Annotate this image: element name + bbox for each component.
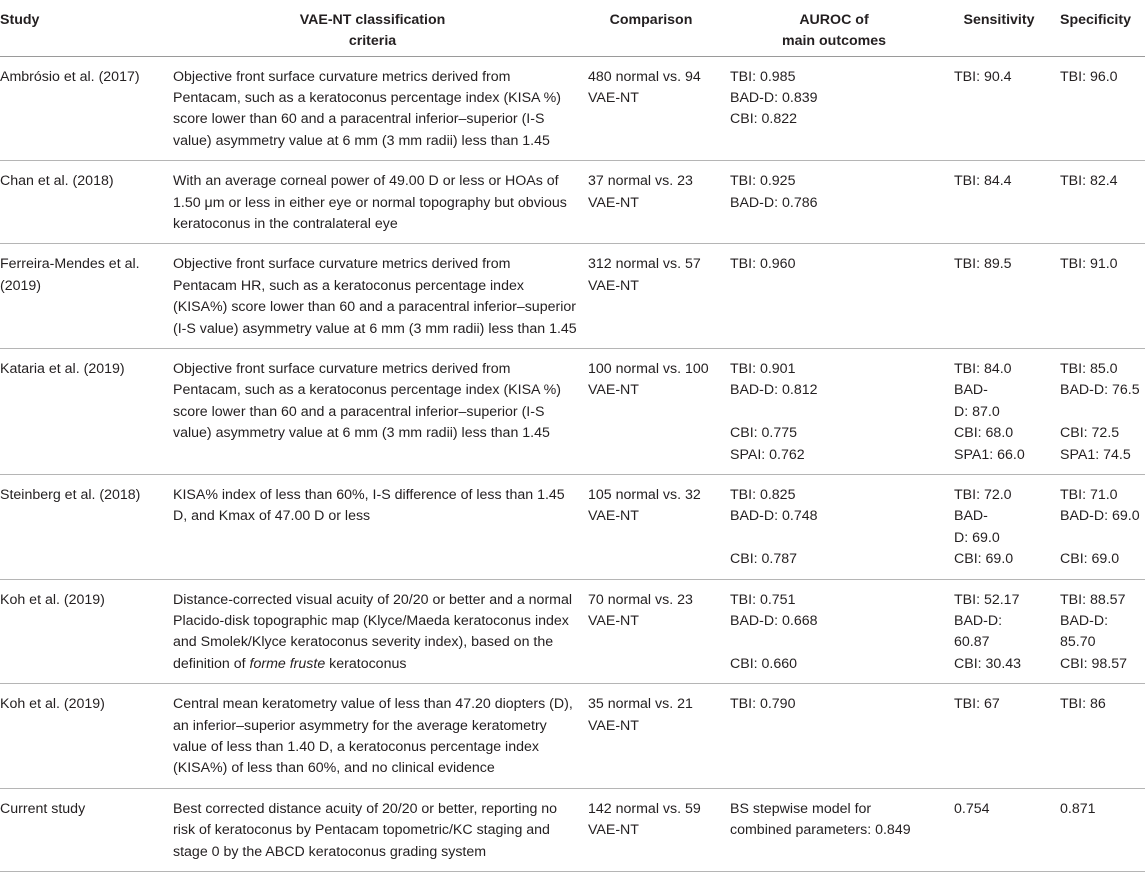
auroc-cell: TBI: 0.925 BAD-D: 0.786: [724, 161, 948, 244]
comparison-cell: 70 normal vs. 23 VAE-NT: [582, 579, 724, 684]
criteria-cell: KISA% index of less than 60%, I-S difference of less than 1.45 D, and Kmax of 47.00 D or less: [167, 475, 582, 580]
sensitivity-cell: TBI: 52.17 BAD-D: 60.87 CBI: 30.43: [948, 579, 1054, 684]
auroc-cell: TBI: 0.825 BAD-D: 0.748 CBI: 0.787: [724, 475, 948, 580]
study-cell: Ambrósio et al. (2017): [0, 56, 167, 161]
table-row: [0, 475, 1145, 580]
criteria-cell: Best corrected distance acuity of 20/20 or better, reporting no risk of keratoconus by Pentacam topometric/KC staging and stage 0 by the ABCD keratoconus grading system: [167, 788, 582, 871]
table-row: [0, 161, 1145, 244]
criteria-cell: Objective front surface curvature metrics derived from Pentacam, such as a keratoconus percentage index (KISA %) score lower than 60 and a paracentral inferior–superior (I-S value) asymmetry value at 6 mm (3 mm radii) less than 1.45: [167, 56, 582, 161]
comparison-cell: 35 normal vs. 21 VAE-NT: [582, 684, 724, 789]
study-cell: Steinberg et al. (2018): [0, 475, 167, 580]
table-row: [0, 56, 1145, 161]
specificity-cell: TBI: 85.0 BAD-D: 76.5 CBI: 72.5 SPA1: 74.5: [1054, 348, 1145, 474]
auroc-cell: TBI: 0.751 BAD-D: 0.668 CBI: 0.660: [724, 579, 948, 684]
criteria-cell: With an average corneal power of 49.00 D or less or HOAs of 1.50 μm or less in either eye or normal topography but obvious keratoconus in the contralateral eye: [167, 161, 582, 244]
specificity-cell: TBI: 96.0: [1054, 56, 1145, 161]
specificity-cell: TBI: 82.4: [1054, 161, 1145, 244]
auroc-cell: TBI: 0.985 BAD-D: 0.839 CBI: 0.822: [724, 56, 948, 161]
criteria-cell: Central mean keratometry value of less than 47.20 diopters (D), an inferior–superior asymmetry for the average keratometry value of less than 1.40 D, a keratoconus percentage index (KISA%) of less than 60%, and no clinical evidence: [167, 684, 582, 789]
specificity-cell: TBI: 86: [1054, 684, 1145, 789]
sensitivity-cell: TBI: 72.0 BAD- D: 69.0 CBI: 69.0: [948, 475, 1054, 580]
table-row: [0, 684, 1145, 789]
header-sensitivity: Sensitivity: [948, 0, 1054, 56]
specificity-cell: 0.871: [1054, 788, 1145, 871]
sensitivity-cell: 0.754: [948, 788, 1054, 871]
comparison-cell: 105 normal vs. 32 VAE-NT: [582, 475, 724, 580]
specificity-cell: TBI: 88.57 BAD-D: 85.70 CBI: 98.57: [1054, 579, 1145, 684]
criteria-cell: Objective front surface curvature metrics derived from Pentacam, such as a keratoconus percentage index (KISA %) score lower than 60 and a paracentral inferior–superior (I-S value) asymmetry value at 6 mm (3 mm radii) less than 1.45: [167, 348, 582, 474]
study-cell: Koh et al. (2019): [0, 684, 167, 789]
comparison-cell: 480 normal vs. 94 VAE-NT: [582, 56, 724, 161]
sensitivity-cell: TBI: 67: [948, 684, 1054, 789]
header-study: Study: [0, 0, 167, 56]
criteria-cell: Distance-corrected visual acuity of 20/20 or better and a normal Placido-disk topographic map (Klyce/Maeda keratoconus index and Smolek/Klyce keratoconus severity index), based on the definition of forme fruste keratoconus: [167, 579, 582, 684]
comparison-cell: 312 normal vs. 57 VAE-NT: [582, 244, 724, 349]
sensitivity-cell: TBI: 84.0 BAD- D: 87.0 CBI: 68.0 SPA1: 66.0: [948, 348, 1054, 474]
table-row: [0, 788, 1145, 871]
specificity-cell: TBI: 91.0: [1054, 244, 1145, 349]
table-row: [0, 244, 1145, 349]
header-specificity: Specificity: [1054, 0, 1145, 56]
study-cell: Chan et al. (2018): [0, 161, 167, 244]
study-cell: Koh et al. (2019): [0, 579, 167, 684]
table-row: [0, 348, 1145, 474]
header-comparison: Comparison: [582, 0, 724, 56]
table-row: [0, 579, 1145, 684]
sensitivity-cell: TBI: 90.4: [948, 56, 1054, 161]
study-cell: Current study: [0, 788, 167, 871]
comparison-cell: 37 normal vs. 23 VAE-NT: [582, 161, 724, 244]
auroc-cell: BS stepwise model for combined parameters: 0.849: [724, 788, 948, 871]
criteria-cell: Objective front surface curvature metrics derived from Pentacam HR, such as a keratoconus percentage index (KISA%) score lower than 60 and a paracentral inferior–superior (I-S value) asymmetry value at 6 mm (3 mm radii) less than 1.45: [167, 244, 582, 349]
study-cell: Ferreira-Mendes et al. (2019): [0, 244, 167, 349]
comparison-cell: 100 normal vs. 100 VAE-NT: [582, 348, 724, 474]
auroc-cell: TBI: 0.960: [724, 244, 948, 349]
auroc-cell: TBI: 0.901 BAD-D: 0.812 CBI: 0.775 SPAI: 0.762: [724, 348, 948, 474]
header-auroc: AUROC of main outcomes: [724, 0, 948, 56]
specificity-cell: TBI: 71.0 BAD-D: 69.0 CBI: 69.0: [1054, 475, 1145, 580]
comparison-cell: 142 normal vs. 59 VAE-NT: [582, 788, 724, 871]
study-cell: Kataria et al. (2019): [0, 348, 167, 474]
header-criteria: VAE-NT classification criteria: [167, 0, 582, 56]
sensitivity-cell: TBI: 84.4: [948, 161, 1054, 244]
sensitivity-cell: TBI: 89.5: [948, 244, 1054, 349]
auroc-cell: TBI: 0.790: [724, 684, 948, 789]
header-row: [0, 0, 1145, 56]
